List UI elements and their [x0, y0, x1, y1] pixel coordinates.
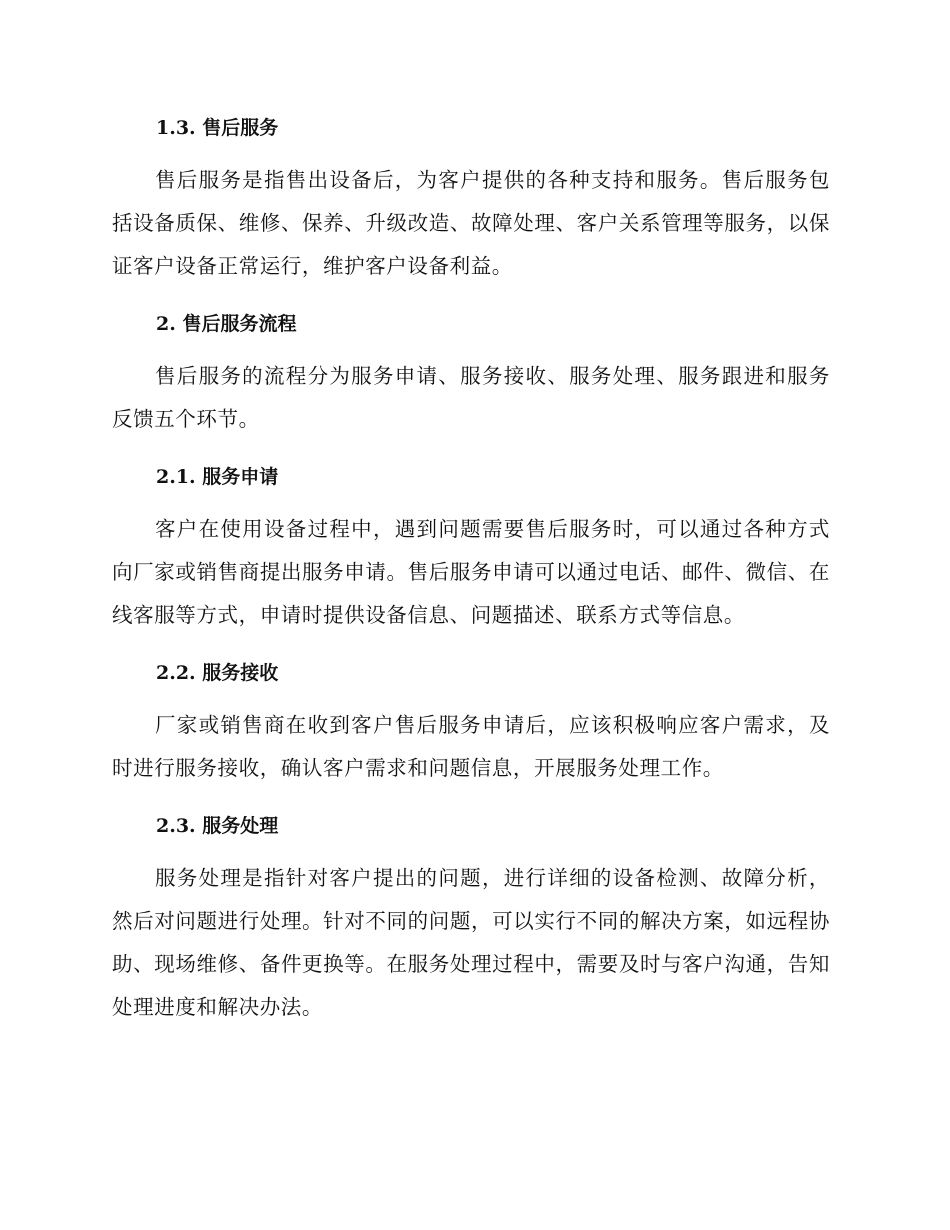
section-heading-2-3: 2.3. 服务处理 [156, 815, 279, 837]
section-body-2: 售后服务的流程分为服务申请、服务接收、服务处理、服务跟进和服务反馈五个环节。 [112, 364, 830, 431]
section-heading-2-1: 2.1. 服务申请 [156, 466, 279, 488]
section-body-1-3: 售后服务是指售出设备后，为客户提供的各种支持和服务。售后服务包括设备质保、维修、保养、升级改造、故障处理、客户关系管理等服务，以保证客户设备正常运行，维护客户设备利益。 [112, 168, 830, 278]
section-body-2-3: 服务处理是指针对客户提出的问题，进行详细的设备检测、故障分析，然后对问题进行处理。针对不同的问题，可以实行不同的解决方案，如远程协助、现场维修、备件更换等。在服务处理过程中，需要及时与客户沟通，告知处理进度和解决办法。 [112, 866, 830, 1019]
section-heading-2-2: 2.2. 服务接收 [156, 662, 279, 684]
section-heading-1-3: 1.3. 售后服务 [156, 117, 279, 139]
section-body-2-1: 客户在使用设备过程中，遇到问题需要售后服务时，可以通过各种方式向厂家或销售商提出服务申请。售后服务申请可以通过电话、邮件、微信、在线客服等方式，申请时提供设备信息、问题描述、联系方式等信息。 [112, 517, 830, 627]
document-page [112, 108, 830, 1045]
section-heading-2: 2. 售后服务流程 [156, 313, 297, 335]
section-body-2-2: 厂家或销售商在收到客户售后服务申请后，应该积极响应客户需求，及时进行服务接收，确认客户需求和问题信息，开展服务处理工作。 [112, 713, 830, 780]
